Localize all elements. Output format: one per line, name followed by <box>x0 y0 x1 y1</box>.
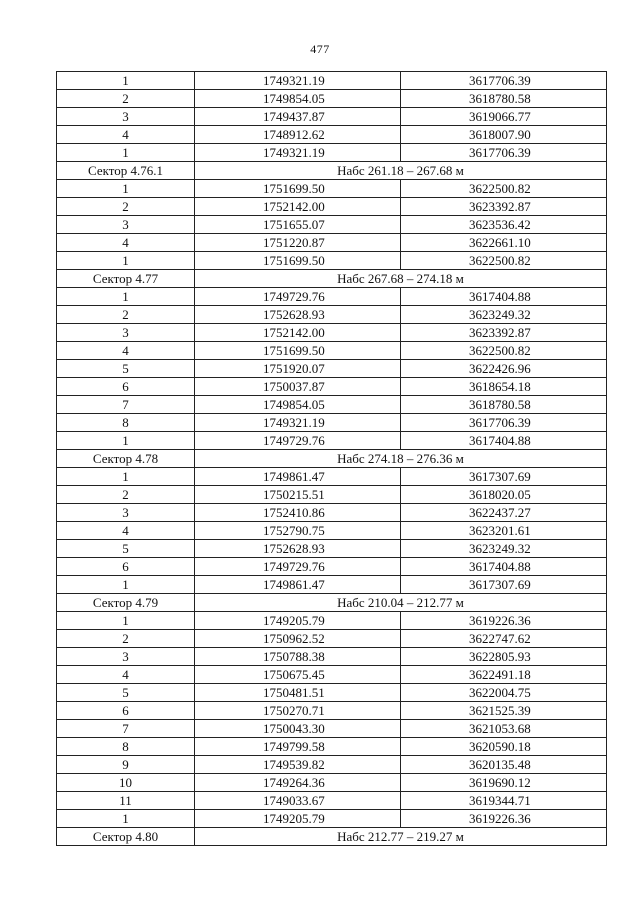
x-coordinate-cell: 1750788.38 <box>195 648 401 666</box>
point-row <box>57 630 607 648</box>
y-coordinate-cell: 3617706.39 <box>401 144 607 162</box>
point-number-cell: 8 <box>57 414 195 432</box>
y-coordinate-cell: 3617706.39 <box>401 72 607 90</box>
sector-header-row <box>57 270 607 288</box>
elevation-range-cell: Набс 274.18 – 276.36 м <box>195 450 607 468</box>
y-coordinate-cell: 3622491.18 <box>401 666 607 684</box>
y-coordinate-cell: 3618780.58 <box>401 396 607 414</box>
point-number-cell: 5 <box>57 360 195 378</box>
x-coordinate-cell: 1752142.00 <box>195 324 401 342</box>
x-coordinate-cell: 1748912.62 <box>195 126 401 144</box>
y-coordinate-cell: 3617307.69 <box>401 468 607 486</box>
y-coordinate-cell: 3622805.93 <box>401 648 607 666</box>
point-row <box>57 522 607 540</box>
point-number-cell: 1 <box>57 288 195 306</box>
y-coordinate-cell: 3623536.42 <box>401 216 607 234</box>
elevation-range-cell: Набс 212.77 – 219.27 м <box>195 828 607 846</box>
point-number-cell: 2 <box>57 198 195 216</box>
x-coordinate-cell: 1750481.51 <box>195 684 401 702</box>
point-row <box>57 612 607 630</box>
y-coordinate-cell: 3617706.39 <box>401 414 607 432</box>
point-row <box>57 468 607 486</box>
x-coordinate-cell: 1749861.47 <box>195 468 401 486</box>
point-number-cell: 8 <box>57 738 195 756</box>
x-coordinate-cell: 1750037.87 <box>195 378 401 396</box>
x-coordinate-cell: 1749264.36 <box>195 774 401 792</box>
y-coordinate-cell: 3623392.87 <box>401 324 607 342</box>
x-coordinate-cell: 1749437.87 <box>195 108 401 126</box>
sector-name-cell: Сектор 4.76.1 <box>57 162 195 180</box>
x-coordinate-cell: 1749033.67 <box>195 792 401 810</box>
sector-header-row <box>57 450 607 468</box>
point-row <box>57 234 607 252</box>
point-number-cell: 9 <box>57 756 195 774</box>
y-coordinate-cell: 3617404.88 <box>401 432 607 450</box>
x-coordinate-cell: 1749729.76 <box>195 558 401 576</box>
point-row <box>57 198 607 216</box>
point-number-cell: 1 <box>57 468 195 486</box>
point-row <box>57 648 607 666</box>
point-row <box>57 90 607 108</box>
coordinates-table-body <box>57 72 607 846</box>
x-coordinate-cell: 1749729.76 <box>195 432 401 450</box>
point-row <box>57 504 607 522</box>
sector-name-cell: Сектор 4.77 <box>57 270 195 288</box>
point-number-cell: 4 <box>57 342 195 360</box>
x-coordinate-cell: 1749321.19 <box>195 72 401 90</box>
x-coordinate-cell: 1752790.75 <box>195 522 401 540</box>
x-coordinate-cell: 1749861.47 <box>195 576 401 594</box>
point-number-cell: 6 <box>57 378 195 396</box>
y-coordinate-cell: 3617404.88 <box>401 558 607 576</box>
sector-name-cell: Сектор 4.79 <box>57 594 195 612</box>
point-number-cell: 6 <box>57 558 195 576</box>
sector-header-row <box>57 828 607 846</box>
y-coordinate-cell: 3619226.36 <box>401 612 607 630</box>
elevation-range-cell: Набс 261.18 – 267.68 м <box>195 162 607 180</box>
point-number-cell: 1 <box>57 72 195 90</box>
point-row <box>57 72 607 90</box>
sector-header-row <box>57 162 607 180</box>
point-number-cell: 2 <box>57 486 195 504</box>
y-coordinate-cell: 3618007.90 <box>401 126 607 144</box>
x-coordinate-cell: 1749321.19 <box>195 144 401 162</box>
x-coordinate-cell: 1751699.50 <box>195 342 401 360</box>
x-coordinate-cell: 1752410.86 <box>195 504 401 522</box>
x-coordinate-cell: 1749854.05 <box>195 396 401 414</box>
point-number-cell: 2 <box>57 630 195 648</box>
point-row <box>57 720 607 738</box>
point-row <box>57 324 607 342</box>
point-row <box>57 378 607 396</box>
point-number-cell: 3 <box>57 504 195 522</box>
point-number-cell: 11 <box>57 792 195 810</box>
point-number-cell: 6 <box>57 702 195 720</box>
y-coordinate-cell: 3622747.62 <box>401 630 607 648</box>
y-coordinate-cell: 3623249.32 <box>401 306 607 324</box>
x-coordinate-cell: 1750043.30 <box>195 720 401 738</box>
x-coordinate-cell: 1749205.79 <box>195 810 401 828</box>
y-coordinate-cell: 3623392.87 <box>401 198 607 216</box>
point-number-cell: 1 <box>57 252 195 270</box>
y-coordinate-cell: 3619690.12 <box>401 774 607 792</box>
y-coordinate-cell: 3618020.05 <box>401 486 607 504</box>
point-row <box>57 216 607 234</box>
sector-name-cell: Сектор 4.80 <box>57 828 195 846</box>
point-row <box>57 414 607 432</box>
point-row <box>57 342 607 360</box>
y-coordinate-cell: 3617404.88 <box>401 288 607 306</box>
point-row <box>57 252 607 270</box>
y-coordinate-cell: 3618780.58 <box>401 90 607 108</box>
x-coordinate-cell: 1752628.93 <box>195 540 401 558</box>
point-row <box>57 756 607 774</box>
x-coordinate-cell: 1752142.00 <box>195 198 401 216</box>
point-row <box>57 792 607 810</box>
sector-name-cell: Сектор 4.78 <box>57 450 195 468</box>
point-number-cell: 1 <box>57 612 195 630</box>
y-coordinate-cell: 3619226.36 <box>401 810 607 828</box>
y-coordinate-cell: 3620135.48 <box>401 756 607 774</box>
point-number-cell: 5 <box>57 684 195 702</box>
y-coordinate-cell: 3617307.69 <box>401 576 607 594</box>
point-row <box>57 180 607 198</box>
point-row <box>57 576 607 594</box>
point-row <box>57 396 607 414</box>
x-coordinate-cell: 1750962.52 <box>195 630 401 648</box>
x-coordinate-cell: 1751655.07 <box>195 216 401 234</box>
point-row <box>57 738 607 756</box>
x-coordinate-cell: 1749321.19 <box>195 414 401 432</box>
point-row <box>57 558 607 576</box>
elevation-range-cell: Набс 267.68 – 274.18 м <box>195 270 607 288</box>
elevation-range-cell: Набс 210.04 – 212.77 м <box>195 594 607 612</box>
page-number: 477 <box>310 42 330 56</box>
point-number-cell: 1 <box>57 180 195 198</box>
y-coordinate-cell: 3621053.68 <box>401 720 607 738</box>
x-coordinate-cell: 1751920.07 <box>195 360 401 378</box>
point-number-cell: 4 <box>57 522 195 540</box>
x-coordinate-cell: 1751699.50 <box>195 252 401 270</box>
x-coordinate-cell: 1751220.87 <box>195 234 401 252</box>
coordinates-table <box>56 71 607 846</box>
y-coordinate-cell: 3623249.32 <box>401 540 607 558</box>
y-coordinate-cell: 3622500.82 <box>401 252 607 270</box>
point-number-cell: 10 <box>57 774 195 792</box>
point-row <box>57 666 607 684</box>
point-number-cell: 3 <box>57 324 195 342</box>
point-row <box>57 288 607 306</box>
y-coordinate-cell: 3622004.75 <box>401 684 607 702</box>
x-coordinate-cell: 1750270.71 <box>195 702 401 720</box>
y-coordinate-cell: 3622661.10 <box>401 234 607 252</box>
y-coordinate-cell: 3618654.18 <box>401 378 607 396</box>
point-number-cell: 3 <box>57 108 195 126</box>
x-coordinate-cell: 1750215.51 <box>195 486 401 504</box>
point-row <box>57 144 607 162</box>
point-number-cell: 4 <box>57 666 195 684</box>
y-coordinate-cell: 3622437.27 <box>401 504 607 522</box>
point-row <box>57 306 607 324</box>
x-coordinate-cell: 1750675.45 <box>195 666 401 684</box>
x-coordinate-cell: 1749854.05 <box>195 90 401 108</box>
point-row <box>57 684 607 702</box>
point-number-cell: 7 <box>57 720 195 738</box>
point-row <box>57 540 607 558</box>
point-row <box>57 432 607 450</box>
point-number-cell: 5 <box>57 540 195 558</box>
x-coordinate-cell: 1749205.79 <box>195 612 401 630</box>
y-coordinate-cell: 3620590.18 <box>401 738 607 756</box>
y-coordinate-cell: 3621525.39 <box>401 702 607 720</box>
coordinates-table-container <box>56 71 606 846</box>
point-row <box>57 360 607 378</box>
x-coordinate-cell: 1749799.58 <box>195 738 401 756</box>
point-number-cell: 2 <box>57 90 195 108</box>
y-coordinate-cell: 3623201.61 <box>401 522 607 540</box>
point-row <box>57 126 607 144</box>
x-coordinate-cell: 1749539.82 <box>195 756 401 774</box>
x-coordinate-cell: 1752628.93 <box>195 306 401 324</box>
point-row <box>57 702 607 720</box>
point-number-cell: 7 <box>57 396 195 414</box>
point-number-cell: 3 <box>57 216 195 234</box>
sector-header-row <box>57 594 607 612</box>
point-number-cell: 1 <box>57 144 195 162</box>
point-number-cell: 2 <box>57 306 195 324</box>
point-number-cell: 3 <box>57 648 195 666</box>
x-coordinate-cell: 1751699.50 <box>195 180 401 198</box>
point-number-cell: 4 <box>57 234 195 252</box>
y-coordinate-cell: 3619066.77 <box>401 108 607 126</box>
point-number-cell: 1 <box>57 576 195 594</box>
point-row <box>57 774 607 792</box>
y-coordinate-cell: 3622500.82 <box>401 342 607 360</box>
point-row <box>57 810 607 828</box>
point-number-cell: 1 <box>57 432 195 450</box>
point-number-cell: 4 <box>57 126 195 144</box>
point-row <box>57 486 607 504</box>
point-row <box>57 108 607 126</box>
x-coordinate-cell: 1749729.76 <box>195 288 401 306</box>
point-number-cell: 1 <box>57 810 195 828</box>
y-coordinate-cell: 3619344.71 <box>401 792 607 810</box>
y-coordinate-cell: 3622500.82 <box>401 180 607 198</box>
y-coordinate-cell: 3622426.96 <box>401 360 607 378</box>
